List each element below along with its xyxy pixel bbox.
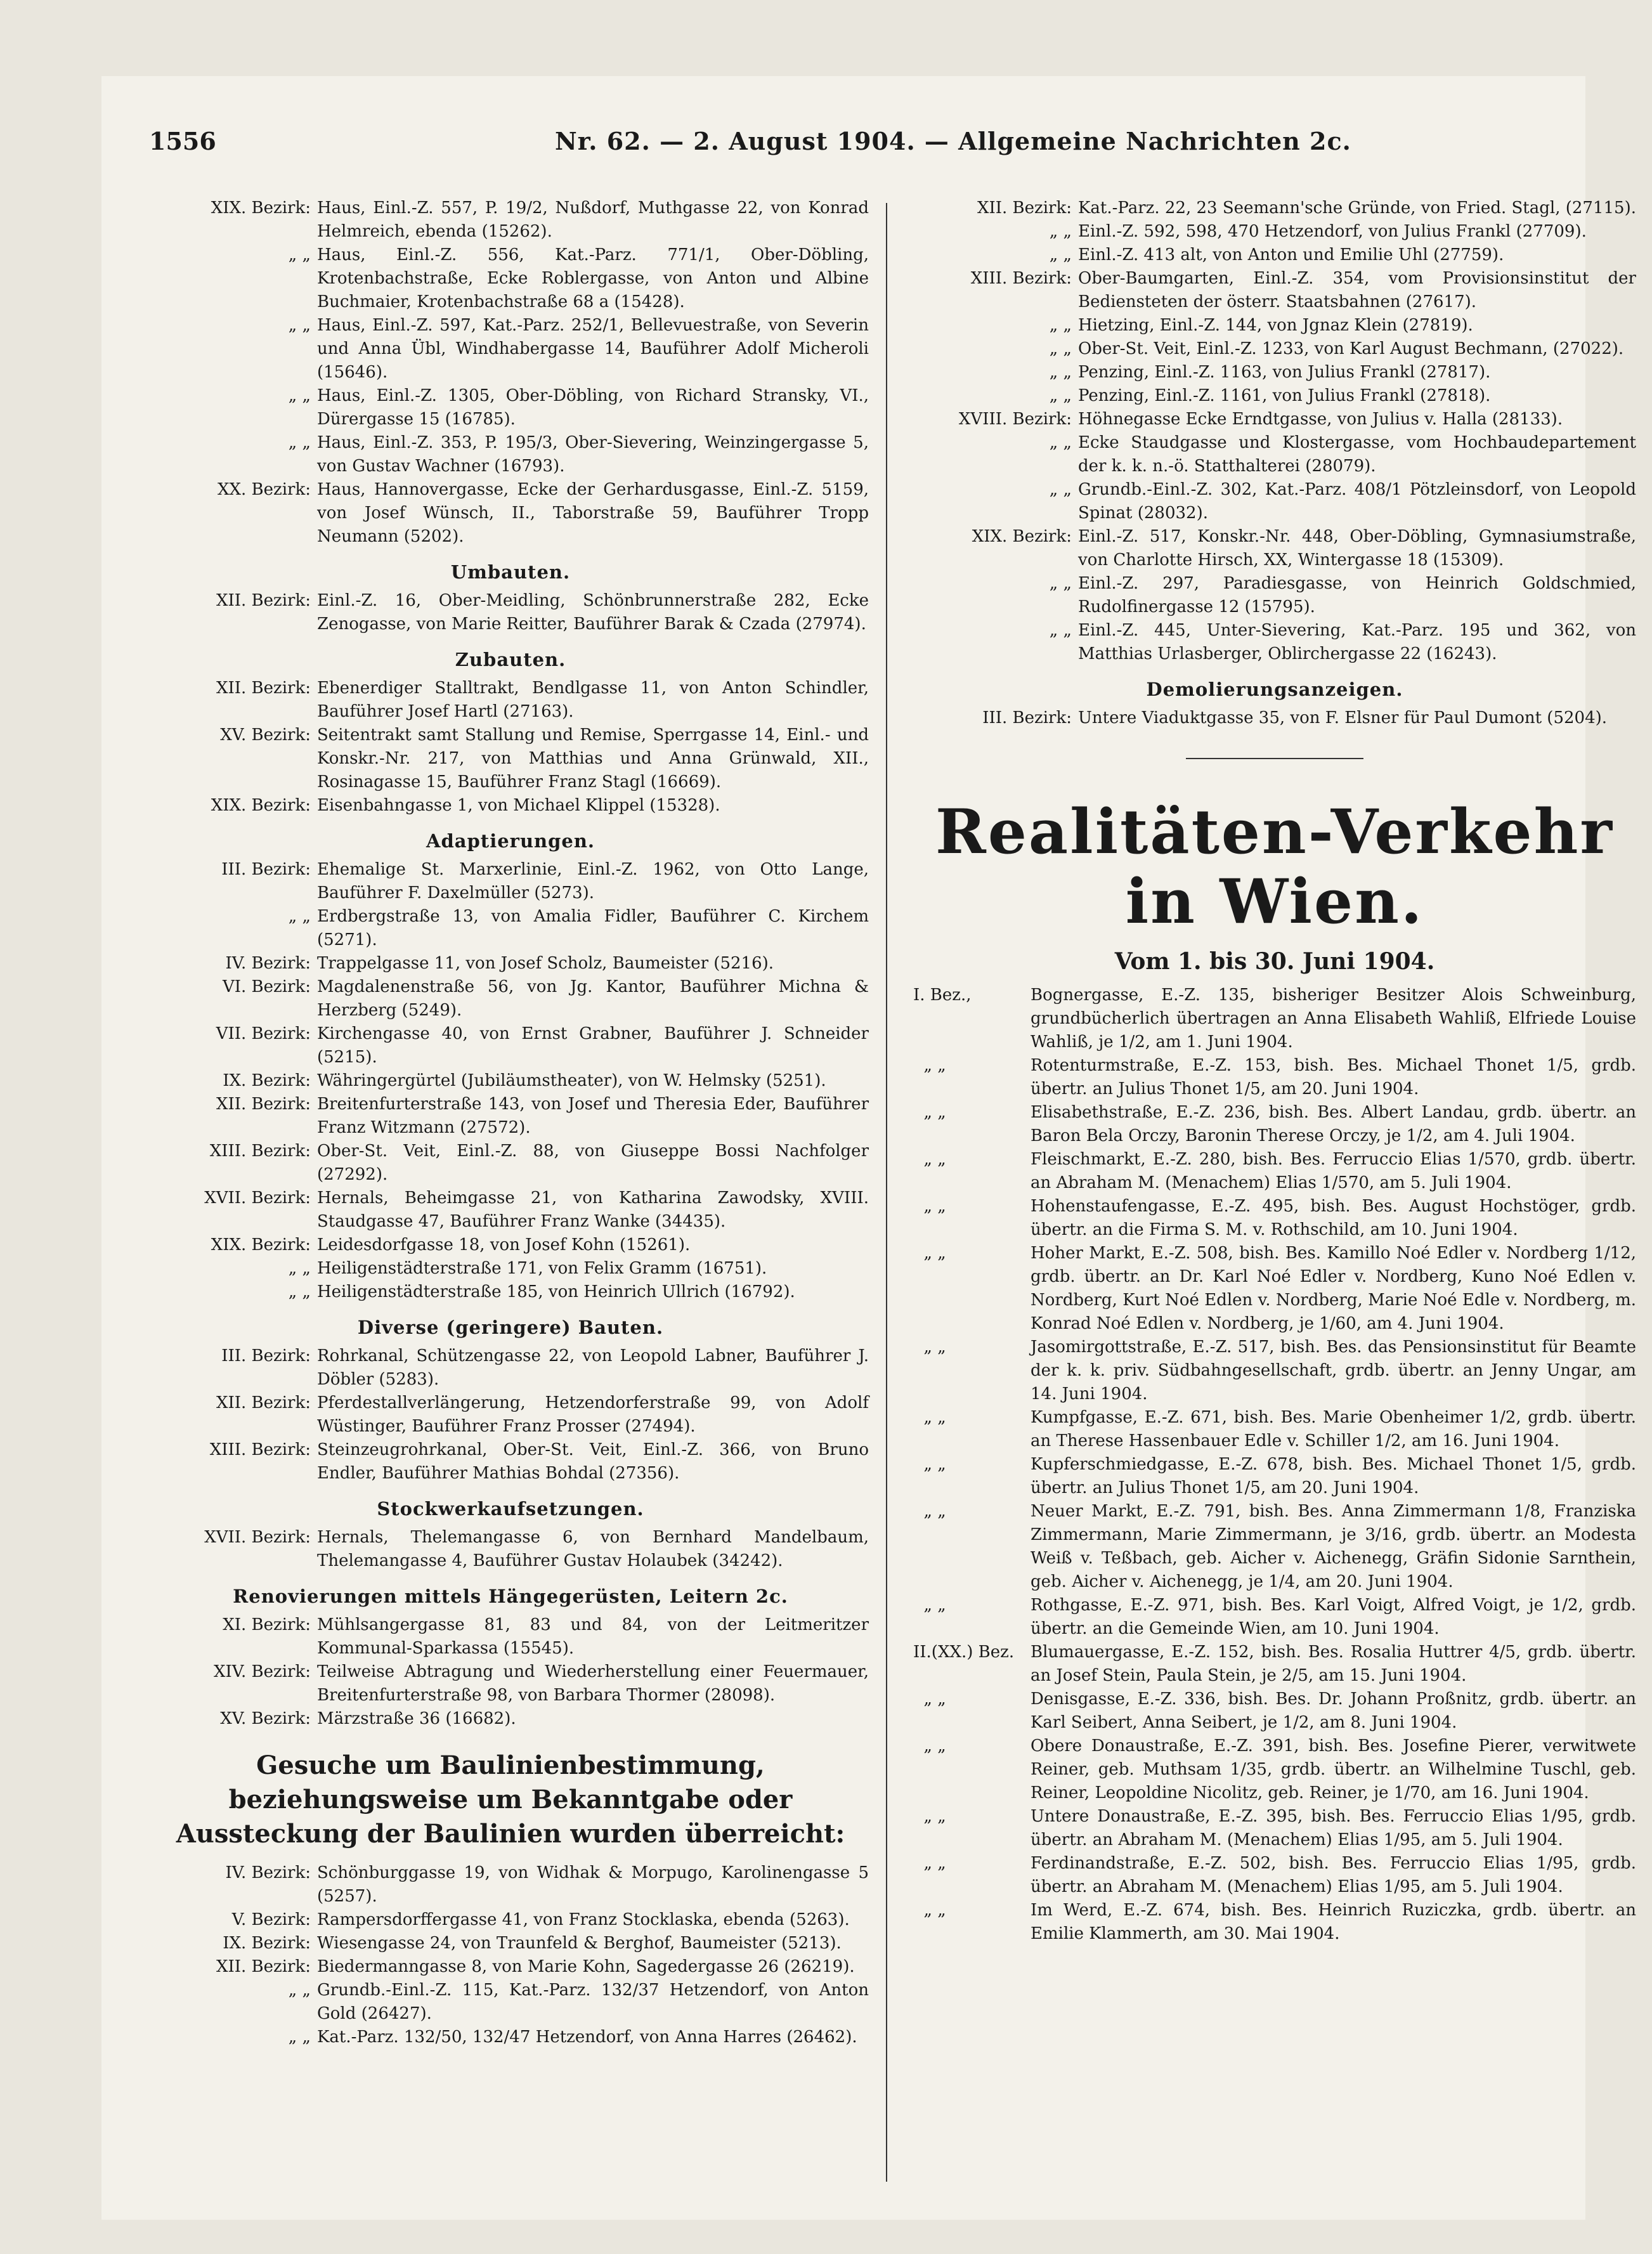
entry-label: XII. Bezirk:	[216, 1095, 311, 1114]
entry-label: XIII. Bezirk:	[209, 1440, 311, 1459]
entry-label: IX. Bezirk:	[223, 1934, 311, 1953]
entry-text: Rohrkanal, Schützengasse 22, von Leopold Labner, Bauführer J. Döbler (5283).	[317, 1346, 869, 1389]
realitaeten-subtitle: Vom 1. bis 30. Juni 1904.	[1114, 948, 1435, 975]
list-item	[152, 1908, 869, 1932]
entry-text: Blumauergasse, E.-Z. 152, bish. Bes. Rosalia Huttrer 4/5, grdb. übertr. an Josef Stein, Paula Stein, je 2/5, am 15. Juni 1904.	[1031, 1643, 1636, 1685]
list-item	[152, 1257, 869, 1280]
entry-label: „ „	[1049, 621, 1072, 640]
list-item	[152, 1093, 869, 1140]
entry-label: IX. Bezirk:	[223, 1071, 311, 1090]
list-item	[913, 314, 1636, 337]
list-item	[152, 314, 869, 384]
list-item	[913, 1195, 1636, 1242]
gesuche-list	[152, 1861, 869, 2049]
demolierung-list	[913, 707, 1636, 730]
list-item	[913, 267, 1636, 314]
entry-label: XVII. Bezirk:	[204, 1189, 311, 1208]
list-item	[152, 1280, 869, 1304]
entry-label: „ „	[288, 316, 311, 335]
list-item	[913, 1148, 1636, 1195]
list-item	[152, 1707, 869, 1731]
entry-text: Rothgasse, E.-Z. 971, bish. Bes. Karl Voigt, Alfred Voigt, je 1/2, grdb. übertr. an die Gemeinde Wien, am 10. Juni 1904.	[1031, 1596, 1636, 1638]
entry-text: Bognergasse, E.-Z. 135, bisheriger Besitzer Alois Schweinburg, grundbücherlich übertragen an Anna Elisabeth Wahliß, Elfriede Louise Wahliß, je 1/2, am 1. Juni 1904.	[1031, 986, 1636, 1052]
list-item	[913, 431, 1636, 478]
neubauten-list	[152, 197, 869, 549]
entry-text: Ober-St. Veit, Einl.-Z. 88, von Giuseppe Bossi Nachfolger (27292).	[317, 1142, 869, 1184]
entry-text: Einl.-Z. 445, Unter-Sievering, Kat.-Parz. 195 und 362, von Matthias Urlasberger, Oblirchergasse 22 (16243).	[1078, 621, 1636, 663]
entry-label: „ „	[1049, 363, 1072, 382]
entry-label: III. Bezirk:	[982, 708, 1072, 727]
list-item	[913, 337, 1636, 361]
entry-text: Ferdinandstraße, E.-Z. 502, bish. Bes. Ferruccio Elias 1/95, grdb. übertr. an Abraham M. (Menachem) Elias 1/95, am 5. Juli 1904.	[1031, 1854, 1636, 1896]
entry-label: XII. Bezirk:	[216, 591, 311, 610]
list-item	[152, 384, 869, 431]
entry-text: Kat.-Parz. 22, 23 Seemann'sche Gründe, von Fried. Stagl, (27115).	[1078, 199, 1637, 218]
entry-label: „ „	[288, 1259, 311, 1278]
entry-text: Hernals, Beheimgasse 21, von Katharina Zawodsky, XVIII. Staudgasse 47, Bauführer Franz Wanke (34435).	[317, 1189, 869, 1231]
entry-label: IV. Bezirk:	[225, 1863, 311, 1882]
list-item	[152, 1979, 869, 2026]
entry-label: „ „	[1049, 480, 1072, 499]
entry-text: Ehemalige St. Marxerlinie, Einl.-Z. 1962, von Otto Lange, Bauführer F. Daxelmüller (5273).	[317, 860, 869, 902]
entry-text: Untere Donaustraße, E.-Z. 395, bish. Bes. Ferruccio Elias 1/95, grdb. übertr. an Abraham M. (Menachem) Elias 1/95, am 5. Juli 1904.	[1031, 1807, 1636, 1849]
list-item	[152, 858, 869, 905]
list-item	[152, 1932, 869, 1955]
list-item	[913, 1054, 1636, 1101]
entry-label: „ „	[913, 1736, 946, 1756]
list-item	[152, 905, 869, 952]
list-item	[913, 1242, 1636, 1336]
entry-text: Grundb.-Einl.-Z. 302, Kat.-Parz. 408/1 Pötzleinsdorf, von Leopold Spinat (28032).	[1078, 480, 1636, 523]
entry-text: Hoher Markt, E.-Z. 508, bish. Bes. Kamillo Noé Edler v. Nordberg 1/12, grdb. übertr. an Dr. Karl Noé Edler v. Nordberg, Kuno Noé Edlen v. Nordberg, Kurt Noé Edlen v. Nordberg, Marie Noé Edle v. Nordberg, m. Konrad Noé Edlen v. Nordberg, je 1/60, am 4. Juni 1904.	[1031, 1244, 1636, 1333]
entry-label: V. Bezirk:	[231, 1910, 311, 1929]
zubauten-list	[152, 677, 869, 818]
entry-label: „ „	[288, 386, 311, 405]
left-column	[152, 197, 869, 2049]
section-stockwerk: Stockwerkaufsetzungen.	[377, 1498, 644, 1520]
entry-text: Biedermanngasse 8, von Marie Kohn, Sagedergasse 26 (26219).	[317, 1957, 855, 1976]
entry-label: „ „	[913, 1197, 946, 1216]
list-item	[152, 1613, 869, 1660]
list-item	[913, 197, 1636, 220]
entry-text: Ebenerdiger Stalltrakt, Bendlgasse 11, von Anton Schindler, Bauführer Josef Hartl (27163).	[317, 679, 869, 721]
section-diverse: Diverse (geringere) Bauten.	[357, 1317, 664, 1338]
entry-text: Steinzeugrohrkanal, Ober-St. Veit, Einl.-Z. 366, von Bruno Endler, Bauführer Mathias Bohdal (27356).	[317, 1440, 869, 1483]
entry-label: „ „	[288, 1981, 311, 2000]
entry-text: Kumpfgasse, E.-Z. 671, bish. Bes. Marie Obenheimer 1/2, grdb. übertr. an Therese Hassenbauer Edle v. Schiller 1/2, am 16. Juni 1904.	[1031, 1408, 1636, 1450]
entry-label: „ „	[1049, 339, 1072, 358]
entry-text: Rotenturmstraße, E.-Z. 153, bish. Bes. Michael Thonet 1/5, grdb. übertr. an Julius Thonet 1/5, am 20. Juni 1904.	[1031, 1056, 1636, 1098]
entry-label: „ „	[288, 245, 311, 264]
entry-label: „ „	[1049, 574, 1072, 593]
entry-text: Teilweise Abtragung und Wiederherstellung einer Feuermauer, Breitenfurterstraße 98, von Barbara Thormer (28098).	[317, 1662, 869, 1705]
entry-label: „ „	[288, 433, 311, 452]
renovierungen-list	[152, 1613, 869, 1731]
entry-label: „ „	[288, 907, 311, 926]
list-item	[913, 1805, 1636, 1852]
entry-label: XV. Bezirk:	[220, 1709, 311, 1728]
entry-text: Einl.-Z. 297, Paradiesgasse, von Heinrich Goldschmied, Rudolfinergasse 12 (15795).	[1078, 574, 1636, 616]
entry-label: II.(XX.) Bez.	[913, 1643, 1015, 1662]
diverse-list	[152, 1345, 869, 1485]
entry-text: Kat.-Parz. 132/50, 132/47 Hetzendorf, von Anna Harres (26462).	[317, 2028, 857, 2047]
entry-label: XII. Bezirk:	[216, 1957, 311, 1976]
list-item	[152, 1438, 869, 1485]
list-item	[913, 619, 1636, 666]
entry-label: XIX. Bezirk:	[211, 796, 311, 815]
right-column	[913, 197, 1636, 1946]
realitaeten-list	[913, 984, 1636, 1946]
entry-text: Obere Donaustraße, E.-Z. 391, bish. Bes. Josefine Pierer, verwitwete Reiner, geb. Muthsam 1/35, grdb. übertr. an Wilhelmine Tuschl, geb. Reiner, Leopoldine Nicolitz, geb. Reiner, je 1/70, am 16. Juni 1904.	[1031, 1736, 1636, 1802]
list-item	[152, 1022, 869, 1069]
list-item	[913, 1406, 1636, 1453]
section-demolierung: Demolierungsanzeigen.	[1146, 679, 1403, 700]
entry-text: Grundb.-Einl.-Z. 115, Kat.-Parz. 132/37 Hetzendorf, von Anton Gold (26427).	[317, 1981, 869, 2023]
entry-label: XX. Bezirk:	[218, 480, 311, 499]
entry-text: Untere Viaduktgasse 35, von F. Elsner für Paul Dumont (5204).	[1078, 708, 1608, 727]
entry-text: Haus, Einl.-Z. 556, Kat.-Parz. 771/1, Ober-Döbling, Krotenbachstraße, Ecke Roblergasse, von Anton und Albine Buchmaier, Krotenbachstraße 68 a (15428).	[317, 245, 869, 311]
list-item	[152, 244, 869, 314]
entry-text: Heiligenstädterstraße 185, von Heinrich Ullrich (16792).	[317, 1282, 795, 1301]
list-item	[913, 572, 1636, 619]
section-gesuche: Gesuche um Baulinienbestimmung, beziehungsweise um Bekanntgabe oder Aussteckung der Baulinien wurden überreicht:	[176, 1750, 845, 1849]
entry-text: Hernals, Thelemangasse 6, von Bernhard Mandelbaum, Thelemangasse 4, Bauführer Gustav Holaubek (34242).	[317, 1528, 869, 1570]
running-title: Nr. 62. — 2. August 1904. — Allgemeine Nachrichten 2c.	[555, 127, 1351, 155]
entry-text: Märzstraße 36 (16682).	[317, 1709, 516, 1728]
entry-text: Einl.-Z. 592, 598, 470 Hetzendorf, von Julius Frankl (27709).	[1078, 222, 1587, 241]
list-item	[152, 1345, 869, 1391]
list-item	[152, 1955, 869, 1979]
page-number: 1556	[149, 127, 216, 155]
list-item	[913, 478, 1636, 525]
list-item	[913, 1101, 1636, 1148]
entry-text: Seitentrakt samt Stallung und Remise, Sperrgasse 14, Einl.- und Konskr.-Nr. 217, von Matthias und Anna Grünwald, XII., Rosinagasse 15, Bauführer Franz Stagl (16669).	[317, 726, 869, 792]
list-item	[152, 1660, 869, 1707]
entry-label: IV. Bezirk:	[225, 954, 311, 973]
list-item	[152, 952, 869, 975]
list-item	[913, 1641, 1636, 1688]
entry-label: „ „	[1049, 222, 1072, 241]
entry-label: I. Bez.,	[913, 986, 972, 1005]
entry-label: III. Bezirk:	[221, 860, 311, 879]
entry-label: „ „	[913, 1690, 946, 1709]
entry-label: „ „	[913, 1244, 946, 1263]
list-item	[913, 361, 1636, 384]
entry-label: „ „	[1049, 386, 1072, 405]
entry-label: „ „	[288, 2028, 311, 2047]
entry-label: „ „	[913, 1150, 946, 1169]
entry-text: Eisenbahngasse 1, von Michael Klippel (15328).	[317, 796, 720, 815]
entry-text: Pferdestallverlängerung, Hetzendorferstraße 99, von Adolf Wüstinger, Bauführer Franz Prosser (27494).	[317, 1393, 869, 1436]
entry-label: „ „	[913, 1502, 946, 1521]
entry-text: Haus, Einl.-Z. 353, P. 195/3, Ober-Sievering, Weinzingergasse 5, von Gustav Wachner (16793).	[317, 433, 869, 476]
list-item	[152, 1187, 869, 1234]
list-item	[913, 1453, 1636, 1500]
entry-label: „ „	[913, 1056, 946, 1075]
list-item	[913, 1594, 1636, 1641]
list-item	[152, 724, 869, 794]
entry-text: Penzing, Einl.-Z. 1163, von Julius Frankl (27817).	[1078, 363, 1491, 382]
entry-label: VI. Bezirk:	[222, 977, 311, 996]
entry-label: XIX. Bezirk:	[211, 1235, 311, 1254]
section-zubauten: Zubauten.	[455, 649, 566, 670]
list-item	[152, 589, 869, 636]
list-item	[152, 2026, 869, 2049]
list-item	[913, 1735, 1636, 1805]
entry-text: Wiesengasse 24, von Traunfeld & Berghof, Baumeister (5213).	[317, 1934, 842, 1953]
entry-text: Magdalenenstraße 56, von Jg. Kantor, Bauführer Michna & Herzberg (5249).	[317, 977, 869, 1020]
entry-label: „ „	[288, 1282, 311, 1301]
list-item	[913, 525, 1636, 572]
entry-text: Rampersdorffergasse 41, von Franz Stocklaska, ebenda (5263).	[317, 1910, 850, 1929]
list-item	[913, 707, 1636, 730]
list-item	[913, 1500, 1636, 1594]
list-item	[913, 408, 1636, 431]
entry-label: „ „	[913, 1455, 946, 1474]
entry-text: Leidesdorfgasse 18, von Josef Kohn (15261).	[317, 1235, 691, 1254]
newspaper-page	[101, 76, 1637, 2220]
entry-text: Ober-Baumgarten, Einl.-Z. 354, vom Provisionsinstitut der Bediensteten der österr. Staatsbahnen (27617).	[1078, 269, 1636, 311]
entry-text: Haus, Hannovergasse, Ecke der Gerhardusgasse, Einl.-Z. 5159, von Josef Wünsch, II., Taborstraße 59, Bauführer Tropp Neumann (5202).	[317, 480, 869, 546]
entry-label: XVII. Bezirk:	[204, 1528, 311, 1547]
entry-label: XIV. Bezirk:	[214, 1662, 311, 1681]
entry-text: Einl.-Z. 517, Konskr.-Nr. 448, Ober-Döbling, Gymnasiumstraße, von Charlotte Hirsch, XX, Wintergasse 18 (15309).	[1078, 527, 1636, 570]
entry-text: Haus, Einl.-Z. 557, P. 19/2, Nußdorf, Muthgasse 22, von Konrad Helmreich, ebenda (15262).	[317, 199, 869, 241]
entry-label: „ „	[1049, 433, 1072, 452]
list-item	[152, 1069, 869, 1093]
list-item	[913, 1899, 1636, 1946]
list-item	[152, 1391, 869, 1438]
entry-label: XI. Bezirk:	[223, 1615, 311, 1634]
entry-label: XVIII. Bezirk:	[958, 410, 1072, 429]
realitaeten-title: Realitäten-Verkehr in Wien.	[935, 796, 1614, 937]
entry-text: Höhnegasse Ecke Erndtgasse, von Julius v. Halla (28133).	[1078, 410, 1563, 429]
list-item	[152, 1234, 869, 1257]
entry-text: Währingergürtel (Jubiläumstheater), von W. Helmsky (5251).	[317, 1071, 826, 1090]
entry-label: XII. Bezirk:	[216, 679, 311, 698]
list-item	[152, 1526, 869, 1573]
entry-label: „ „	[1049, 316, 1072, 335]
entry-text: Ecke Staudgasse und Klostergasse, vom Hochbaudepartement der k. k. n.-ö. Statthalterei (28079).	[1078, 433, 1636, 476]
entry-label: „ „	[913, 1408, 946, 1427]
list-item	[913, 1688, 1636, 1735]
stockwerk-list	[152, 1526, 869, 1573]
adaptierungen-list	[152, 858, 869, 1304]
entry-label: XIX. Bezirk:	[972, 527, 1072, 546]
list-item	[913, 244, 1636, 267]
list-item	[152, 677, 869, 724]
section-umbauten: Umbauten.	[450, 561, 571, 583]
list-item	[152, 1140, 869, 1187]
entry-label: XIX. Bezirk:	[211, 199, 311, 218]
entry-text: Ober-St. Veit, Einl.-Z. 1233, von Karl August Bechmann, (27022).	[1078, 339, 1624, 358]
list-item	[913, 384, 1636, 408]
page-header	[149, 127, 1576, 165]
entry-text: Einl.-Z. 413 alt, von Anton und Emilie Uhl (27759).	[1078, 245, 1504, 264]
section-renovierungen: Renovierungen mittels Hängegerüsten, Leitern 2c.	[233, 1586, 788, 1607]
entry-label: „ „	[913, 1854, 946, 1873]
entry-text: Heiligenstädterstraße 171, von Felix Gramm (16751).	[317, 1259, 767, 1278]
entry-text: Hietzing, Einl.-Z. 144, von Jgnaz Klein (27819).	[1078, 316, 1473, 335]
baulinien-list	[913, 197, 1636, 666]
entry-text: Mühlsangergasse 81, 83 und 84, von der Leitmeritzer Kommunal-Sparkassa (15545).	[317, 1615, 869, 1658]
entry-label: „ „	[913, 1103, 946, 1122]
entry-label: „ „	[913, 1338, 946, 1357]
list-item	[913, 1336, 1636, 1406]
entry-label: „ „	[1049, 245, 1072, 264]
entry-text: Erdbergstraße 13, von Amalia Fidler, Bauführer C. Kirchem (5271).	[317, 907, 869, 949]
entry-label: III. Bezirk:	[221, 1346, 311, 1365]
entry-text: Im Werd, E.-Z. 674, bish. Bes. Heinrich Ruziczka, grdb. übertr. an Emilie Klammerth, am 30. Mai 1904.	[1031, 1901, 1636, 1943]
entry-label: „ „	[913, 1807, 946, 1826]
entry-label: XV. Bezirk:	[220, 726, 311, 745]
list-item	[152, 431, 869, 478]
list-item	[152, 1861, 869, 1908]
entry-text: Hohenstaufengasse, E.-Z. 495, bish. Bes. August Hochstöger, grdb. übertr. an die Firma S. M. v. Rothschild, am 10. Juni 1904.	[1031, 1197, 1636, 1239]
umbauten-list	[152, 589, 869, 636]
list-item	[152, 478, 869, 549]
section-adaptierungen: Adaptierungen.	[426, 830, 595, 852]
list-item	[152, 794, 869, 818]
entry-text: Haus, Einl.-Z. 597, Kat.-Parz. 252/1, Bellevuestraße, von Severin und Anna Übl, Windhabergasse 14, Bauführer Adolf Micheroli (15646).	[317, 316, 869, 382]
entry-text: Einl.-Z. 16, Ober-Meidling, Schönbrunnerstraße 282, Ecke Zenogasse, von Marie Reitter, Bauführer Barak & Czada (27974).	[317, 591, 869, 634]
entry-label: XII. Bezirk:	[216, 1393, 311, 1412]
entry-label: XIII. Bezirk:	[970, 269, 1072, 288]
entry-text: Denisgasse, E.-Z. 336, bish. Bes. Dr. Johann Proßnitz, grdb. übertr. an Karl Seibert, Anna Seibert, je 1/2, am 8. Juni 1904.	[1031, 1690, 1636, 1732]
entry-text: Kirchengasse 40, von Ernst Grabner, Bauführer J. Schneider (5215).	[317, 1024, 869, 1067]
entry-text: Breitenfurterstraße 143, von Josef und Theresia Eder, Bauführer Franz Witzmann (27572).	[317, 1095, 869, 1137]
entry-label: „ „	[913, 1596, 946, 1615]
list-item	[152, 197, 869, 244]
entry-text: Elisabethstraße, E.-Z. 236, bish. Bes. Albert Landau, grdb. übertr. an Baron Bela Orczy, Baronin Therese Orczy, je 1/2, am 4. Juli 1904.	[1031, 1103, 1636, 1145]
entry-text: Neuer Markt, E.-Z. 791, bish. Bes. Anna Zimmermann 1/8, Franziska Zimmermann, Marie Zimmermann, je 3/16, grdb. übertr. an Modesta Weiß v. Teßbach, geb. Aicher v. Aichenegg, Gräfin Sidonie Sarnthein, geb. Aicher v. Aichenegg, je 1/4, am 20. Juni 1904.	[1031, 1502, 1636, 1591]
entry-text: Haus, Einl.-Z. 1305, Ober-Döbling, von Richard Stransky, VI., Dürergasse 15 (16785).	[317, 386, 869, 429]
entry-label: „ „	[913, 1901, 946, 1920]
entry-label: XII. Bezirk:	[977, 199, 1072, 218]
column-divider	[886, 203, 887, 2182]
entry-text: Penzing, Einl.-Z. 1161, von Julius Frankl (27818).	[1078, 386, 1491, 405]
entry-text: Fleischmarkt, E.-Z. 280, bish. Bes. Ferruccio Elias 1/570, grdb. übertr. an Abraham M. (Menachem) Elias 1/570, am 5. Juli 1904.	[1031, 1150, 1636, 1192]
separator-rule	[1186, 758, 1363, 759]
entry-text: Trappelgasse 11, von Josef Scholz, Baumeister (5216).	[317, 954, 774, 973]
list-item	[913, 984, 1636, 1054]
list-item	[913, 220, 1636, 244]
list-item	[152, 975, 869, 1022]
list-item	[913, 1852, 1636, 1899]
entry-text: Kupferschmiedgasse, E.-Z. 678, bish. Bes. Michael Thonet 1/5, grdb. übertr. an Julius Thonet 1/5, am 20. Juni 1904.	[1031, 1455, 1636, 1497]
entry-text: Jasomirgottstraße, E.-Z. 517, bish. Bes. das Pensionsinstitut für Beamte der k. k. priv. Südbahngesellschaft, grdb. übertr. an Jenny Ungar, am 14. Juni 1904.	[1031, 1338, 1636, 1404]
entry-label: XIII. Bezirk:	[209, 1142, 311, 1161]
entry-text: Schönburggasse 19, von Widhak & Morpugo, Karolinengasse 5 (5257).	[317, 1863, 869, 1906]
entry-label: VII. Bezirk:	[216, 1024, 311, 1043]
